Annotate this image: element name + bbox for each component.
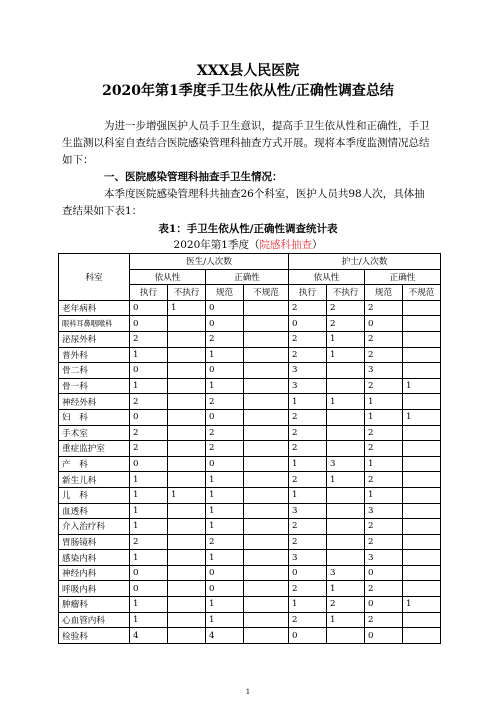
value-cell: 1 — [289, 597, 327, 613]
value-cell — [327, 378, 365, 394]
value-cell — [168, 363, 206, 379]
value-cell: 1 — [206, 597, 244, 613]
value-cell — [244, 378, 289, 394]
value-cell: 1 — [130, 550, 168, 566]
value-cell: 2 — [365, 534, 403, 550]
table-row — [59, 565, 441, 581]
table-header-row-1 — [59, 254, 441, 270]
dept-cell: 普外科 — [59, 347, 130, 363]
report-title: 2020年第1季度手卫生依从性/正确性调查总结 — [102, 83, 394, 99]
value-cell — [327, 628, 365, 644]
table-row — [59, 456, 441, 472]
value-cell — [168, 456, 206, 472]
value-cell — [403, 347, 441, 363]
value-cell: 0 — [206, 316, 244, 332]
value-cell: 3 — [289, 503, 327, 519]
value-cell: 1 — [327, 581, 365, 597]
value-cell: 1 — [130, 503, 168, 519]
value-cell — [244, 394, 289, 410]
dept-cell: 神经外科 — [59, 394, 130, 410]
value-cell: 0 — [206, 581, 244, 597]
value-cell: 1 — [289, 394, 327, 410]
value-cell: 2 — [327, 300, 365, 316]
section-heading: 一、医院感染管理科抽查手卫生情况： — [104, 171, 283, 183]
value-cell — [244, 472, 289, 488]
table-row — [59, 316, 441, 332]
table-row — [59, 519, 441, 535]
value-cell — [403, 472, 441, 488]
value-cell: 1 — [327, 347, 365, 363]
header-execute: 执行 — [289, 285, 327, 301]
value-cell: 0 — [206, 456, 244, 472]
dept-cell: 心血管内科 — [59, 612, 130, 628]
value-cell: 2 — [206, 425, 244, 441]
dept-cell: 呼吸内科 — [59, 581, 130, 597]
dept-cell: 妇 科 — [59, 409, 130, 425]
value-cell: 1 — [130, 597, 168, 613]
value-cell: 1 — [365, 456, 403, 472]
value-cell — [168, 519, 206, 535]
value-cell: 2 — [289, 347, 327, 363]
value-cell: 0 — [130, 363, 168, 379]
value-cell — [244, 565, 289, 581]
header-nurse-correctness: 正确性 — [365, 269, 441, 285]
value-cell — [327, 441, 365, 457]
value-cell: 0 — [130, 300, 168, 316]
value-cell: 1 — [403, 409, 441, 425]
header-not-execute: 不执行 — [327, 285, 365, 301]
value-cell: 1 — [289, 456, 327, 472]
dept-cell: 眼科耳鼻咽喉科 — [59, 316, 130, 332]
dept-cell: 血透科 — [59, 503, 130, 519]
value-cell: 0 — [206, 363, 244, 379]
dept-cell: 泌尿外科 — [59, 331, 130, 347]
value-cell — [168, 612, 206, 628]
value-cell: 0 — [365, 628, 403, 644]
hospital-title: XXX县人民医院 — [196, 63, 300, 79]
value-cell: 2 — [365, 378, 403, 394]
value-cell: 1 — [130, 472, 168, 488]
value-cell — [403, 612, 441, 628]
page-number: 1 — [245, 688, 251, 696]
value-cell — [403, 565, 441, 581]
value-cell — [168, 628, 206, 644]
value-cell — [327, 363, 365, 379]
value-cell — [403, 550, 441, 566]
value-cell: 1 — [327, 612, 365, 628]
header-not-execute: 不执行 — [168, 285, 206, 301]
value-cell: 2 — [289, 519, 327, 535]
value-cell: 2 — [365, 347, 403, 363]
dept-cell: 神经内科 — [59, 565, 130, 581]
header-execute: 执行 — [130, 285, 168, 301]
value-cell — [327, 550, 365, 566]
value-cell — [168, 425, 206, 441]
value-cell — [244, 597, 289, 613]
value-cell: 3 — [289, 378, 327, 394]
value-cell: 1 — [206, 550, 244, 566]
value-cell: 2 — [130, 425, 168, 441]
value-cell — [244, 456, 289, 472]
value-cell: 0 — [130, 456, 168, 472]
table-row — [59, 441, 441, 457]
value-cell — [168, 503, 206, 519]
value-cell: 2 — [289, 581, 327, 597]
value-cell: 3 — [327, 456, 365, 472]
value-cell: 2 — [289, 425, 327, 441]
value-cell: 2 — [130, 441, 168, 457]
table-row — [59, 487, 441, 503]
table-subtitle-suffix: ） — [311, 239, 323, 251]
value-cell: 2 — [289, 441, 327, 457]
value-cell — [168, 565, 206, 581]
header-dept: 科室 — [59, 254, 130, 301]
value-cell — [403, 331, 441, 347]
value-cell — [403, 534, 441, 550]
value-cell — [244, 550, 289, 566]
value-cell — [244, 519, 289, 535]
value-cell: 1 — [168, 300, 206, 316]
value-cell: 2 — [130, 534, 168, 550]
value-cell — [403, 300, 441, 316]
value-cell: 2 — [206, 394, 244, 410]
value-cell: 2 — [365, 519, 403, 535]
value-cell — [403, 425, 441, 441]
header-doctor: 医生/人次数 — [130, 254, 289, 270]
header-nurse-compliance: 依从性 — [289, 269, 365, 285]
value-cell: 3 — [365, 363, 403, 379]
dept-cell: 介入治疗科 — [59, 519, 130, 535]
value-cell: 0 — [289, 628, 327, 644]
value-cell: 0 — [130, 409, 168, 425]
value-cell — [168, 409, 206, 425]
value-cell — [244, 300, 289, 316]
value-cell — [403, 394, 441, 410]
table-subtitle — [0, 237, 496, 252]
value-cell — [327, 409, 365, 425]
value-cell: 2 — [289, 331, 327, 347]
value-cell: 0 — [206, 300, 244, 316]
value-cell: 2 — [365, 612, 403, 628]
value-cell — [168, 581, 206, 597]
value-cell — [168, 441, 206, 457]
value-cell — [403, 581, 441, 597]
value-cell: 0 — [365, 565, 403, 581]
value-cell — [403, 441, 441, 457]
value-cell: 2 — [289, 409, 327, 425]
value-cell — [244, 347, 289, 363]
dept-cell: 产 科 — [59, 456, 130, 472]
value-cell — [327, 425, 365, 441]
dept-cell: 检验科 — [59, 628, 130, 644]
table-row — [59, 472, 441, 488]
value-cell — [244, 503, 289, 519]
table-row — [59, 597, 441, 613]
value-cell — [403, 519, 441, 535]
dept-cell: 手术室 — [59, 425, 130, 441]
value-cell: 1 — [206, 347, 244, 363]
value-cell — [244, 316, 289, 332]
value-cell: 1 — [403, 378, 441, 394]
table-subtitle-prefix: 2020年第1季度（ — [173, 239, 260, 251]
dept-cell: 肿瘤科 — [59, 597, 130, 613]
header-doctor-correctness: 正确性 — [206, 269, 289, 285]
header-standard: 规范 — [365, 285, 403, 301]
value-cell — [403, 363, 441, 379]
value-cell — [244, 425, 289, 441]
value-cell — [403, 487, 441, 503]
value-cell — [244, 612, 289, 628]
dept-cell: 儿 科 — [59, 487, 130, 503]
table-row — [59, 347, 441, 363]
value-cell — [244, 534, 289, 550]
value-cell — [244, 441, 289, 457]
value-cell: 2 — [206, 534, 244, 550]
value-cell — [244, 581, 289, 597]
table-row — [59, 363, 441, 379]
value-cell — [403, 316, 441, 332]
value-cell — [168, 347, 206, 363]
value-cell: 1 — [168, 487, 206, 503]
value-cell: 1 — [206, 519, 244, 535]
value-cell: 0 — [130, 316, 168, 332]
header-not-standard: 不规范 — [403, 285, 441, 301]
table-row — [59, 409, 441, 425]
dept-cell: 胃肠镜科 — [59, 534, 130, 550]
value-cell: 2 — [289, 534, 327, 550]
table-row — [59, 534, 441, 550]
header-standard: 规范 — [206, 285, 244, 301]
value-cell — [168, 597, 206, 613]
intro-paragraph: 为进一步增强医护人员手卫生意识，提高手卫生依从性和正确性，手卫生监测以科室自查结合医院感染管理科抽查方式开展。现将本季度监测情况总结如下： — [62, 120, 430, 166]
value-cell — [403, 456, 441, 472]
value-cell: 1 — [130, 519, 168, 535]
value-cell — [168, 534, 206, 550]
header-doctor-compliance: 依从性 — [130, 269, 206, 285]
value-cell: 0 — [365, 597, 403, 613]
value-cell: 4 — [130, 628, 168, 644]
dept-cell: 老年病科 — [59, 300, 130, 316]
value-cell: 1 — [403, 597, 441, 613]
value-cell: 2 — [365, 425, 403, 441]
value-cell — [244, 331, 289, 347]
value-cell: 2 — [365, 441, 403, 457]
value-cell: 2 — [289, 612, 327, 628]
value-cell: 2 — [327, 316, 365, 332]
value-cell: 1 — [365, 409, 403, 425]
value-cell: 1 — [289, 487, 327, 503]
value-cell: 2 — [365, 581, 403, 597]
table-row — [59, 378, 441, 394]
value-cell: 2 — [365, 472, 403, 488]
value-cell — [403, 628, 441, 644]
value-cell: 2 — [130, 394, 168, 410]
value-cell — [168, 378, 206, 394]
value-cell: 0 — [130, 565, 168, 581]
table-row — [59, 612, 441, 628]
value-cell — [168, 331, 206, 347]
header-not-standard: 不规范 — [244, 285, 289, 301]
value-cell: 2 — [365, 331, 403, 347]
value-cell: 1 — [206, 503, 244, 519]
section-paragraph: 本季度医院感染管理科共抽查26个科室，医护人员共98人次，具体抽查结果如下表1： — [62, 188, 425, 217]
table-row — [59, 581, 441, 597]
value-cell: 1 — [206, 487, 244, 503]
header-nurse: 护士/人次数 — [289, 254, 441, 270]
value-cell: 0 — [365, 316, 403, 332]
value-cell — [403, 503, 441, 519]
table-row — [59, 503, 441, 519]
value-cell: 2 — [289, 472, 327, 488]
value-cell — [168, 316, 206, 332]
table-subtitle-source: 院感科抽查 — [259, 239, 312, 251]
value-cell: 0 — [206, 565, 244, 581]
value-cell: 1 — [206, 612, 244, 628]
dept-cell: 新生儿科 — [59, 472, 130, 488]
value-cell: 1 — [365, 394, 403, 410]
value-cell — [327, 534, 365, 550]
table-caption: 表1：手卫生依从性/正确性调查统计表 — [158, 223, 338, 235]
value-cell: 0 — [289, 565, 327, 581]
value-cell: 2 — [327, 597, 365, 613]
dept-cell: 骨一科 — [59, 378, 130, 394]
value-cell: 2 — [206, 441, 244, 457]
value-cell: 1 — [327, 394, 365, 410]
value-cell — [168, 394, 206, 410]
value-cell: 1 — [365, 487, 403, 503]
value-cell: 3 — [365, 550, 403, 566]
value-cell: 1 — [130, 487, 168, 503]
value-cell: 0 — [289, 316, 327, 332]
table-row — [59, 300, 441, 316]
value-cell: 3 — [365, 503, 403, 519]
value-cell — [244, 628, 289, 644]
table-body — [59, 300, 441, 643]
table-row — [59, 425, 441, 441]
value-cell — [244, 487, 289, 503]
value-cell: 1 — [130, 612, 168, 628]
value-cell: 3 — [327, 565, 365, 581]
dept-cell: 感染内科 — [59, 550, 130, 566]
value-cell — [244, 363, 289, 379]
value-cell: 0 — [130, 581, 168, 597]
value-cell — [168, 550, 206, 566]
value-cell: 2 — [206, 331, 244, 347]
value-cell: 1 — [327, 472, 365, 488]
value-cell: 2 — [130, 331, 168, 347]
value-cell: 4 — [206, 628, 244, 644]
value-cell — [327, 519, 365, 535]
value-cell — [327, 503, 365, 519]
table-row — [59, 331, 441, 347]
value-cell — [327, 487, 365, 503]
value-cell: 2 — [289, 300, 327, 316]
value-cell: 3 — [289, 363, 327, 379]
value-cell — [244, 409, 289, 425]
value-cell — [168, 472, 206, 488]
value-cell: 1 — [327, 331, 365, 347]
value-cell: 1 — [130, 378, 168, 394]
table-row — [59, 550, 441, 566]
value-cell: 0 — [206, 409, 244, 425]
dept-cell: 重症监护室 — [59, 441, 130, 457]
value-cell: 3 — [289, 550, 327, 566]
table-row — [59, 394, 441, 410]
table-row — [59, 628, 441, 644]
value-cell: 1 — [130, 347, 168, 363]
value-cell: 2 — [365, 300, 403, 316]
value-cell: 1 — [206, 378, 244, 394]
dept-cell: 骨二科 — [59, 363, 130, 379]
value-cell: 1 — [206, 472, 244, 488]
hand-hygiene-table — [58, 253, 441, 644]
